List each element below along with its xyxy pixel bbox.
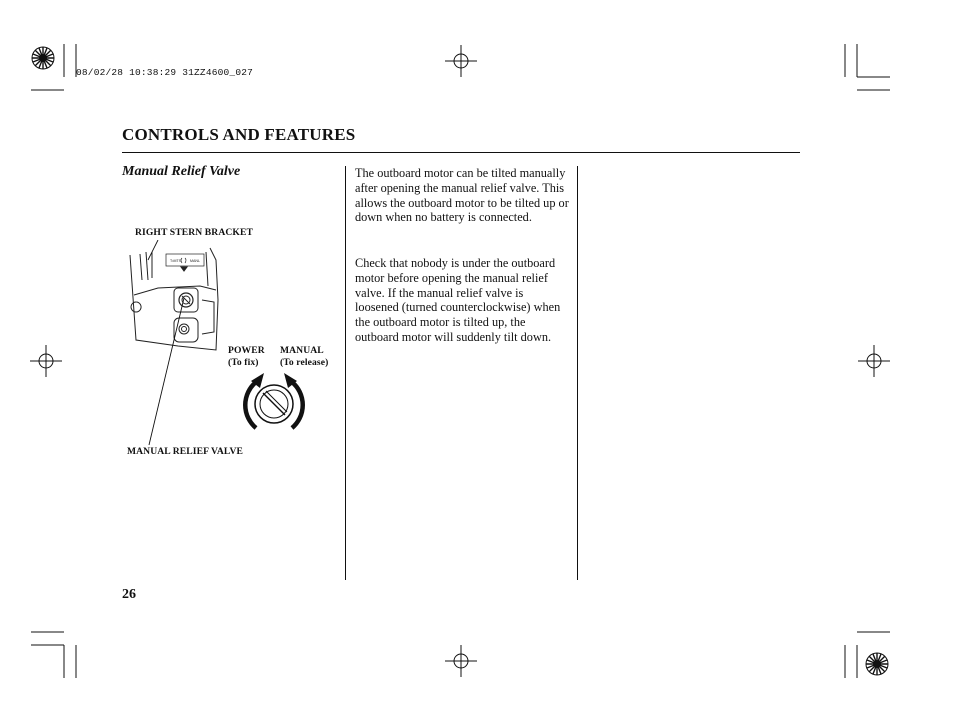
label-right-stern-bracket: RIGHT STERN BRACKET	[135, 227, 253, 238]
svg-text:T•MTS: T•MTS	[170, 259, 182, 263]
registration-crosshair-left	[30, 345, 62, 377]
body-paragraph-1: The outboard motor can be tilted manually after opening the manual relief valve. This allows the outboard motor to be tilted up or down when no battery is connected.	[355, 166, 569, 225]
title-rule	[122, 152, 800, 153]
svg-text:MANL: MANL	[190, 259, 200, 263]
label-power: POWER	[228, 345, 265, 356]
section-subtitle: Manual Relief Valve	[122, 164, 241, 179]
starburst-target-top-left	[32, 47, 54, 69]
column-divider-right	[577, 166, 578, 580]
page-number: 26	[122, 587, 136, 602]
registration-crosshair-bottom	[445, 645, 477, 677]
registration-crosshair-right	[858, 345, 890, 377]
starburst-target-bottom-right	[866, 653, 888, 675]
label-manual-relief-valve: MANUAL RELIEF VALVE	[127, 446, 243, 457]
page-title: CONTROLS AND FEATURES	[122, 125, 356, 144]
label-manual-sub: (To release)	[280, 357, 329, 368]
body-paragraph-2: Check that nobody is under the outboard motor before opening the manual relief valve. If the manual relief valve is loosened (turned counterclockwise) when the outboard motor is tilted up, the outboard motor will suddenly tilt down.	[355, 256, 561, 344]
label-power-sub: (To fix)	[228, 357, 259, 368]
print-metadata: 08/02/28 10:38:29 31ZZ4600_027	[76, 67, 254, 78]
registration-crosshair-top	[445, 45, 477, 77]
label-manual: MANUAL	[280, 345, 324, 356]
